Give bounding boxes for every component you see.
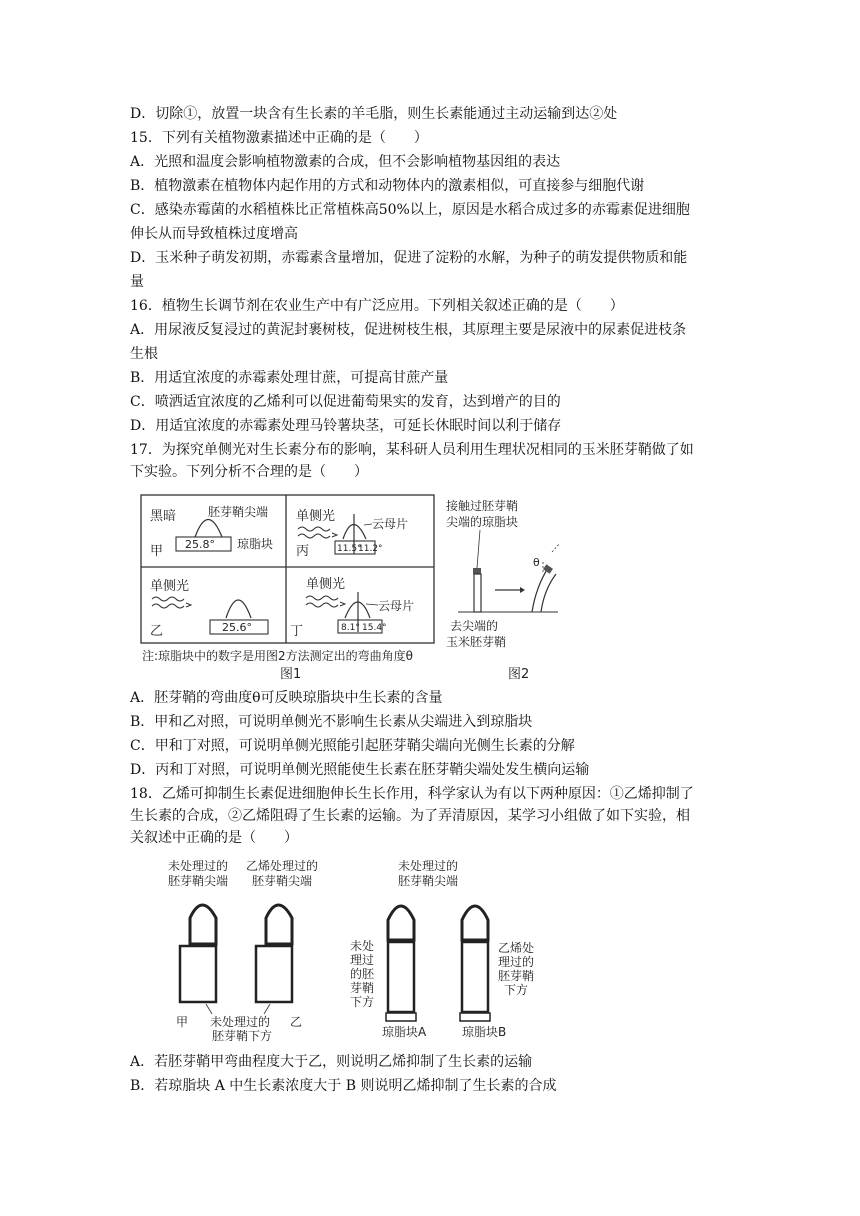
fig2-caption: 图2 [508,667,530,682]
cell-yi-light-label: 单侧光 [150,579,190,594]
fig2-top-line-2: 尖端的琼脂块 [446,515,519,529]
q15-option-d: D．玉米种子萌发初期，赤霉素含量增加，促进了淀粉的水解，为种子的萌发提供物质和能 [130,250,688,266]
figure-17 [140,492,560,687]
q16-option-a: A．用尿液反复浸过的黄泥封裹树枝，促进树枝生根，其原理主要是尿液中的尿素促进枝条 [130,322,687,338]
coleoptile-lower-jia [180,946,216,1002]
cell-jia-label: 甲 [150,544,164,559]
coleoptile-tip-yi [266,905,292,944]
q16-option-a-cont: 生根 [130,346,158,362]
q16-option-d: D．用适宜浓度的赤霉素处理马铃薯块茎，可延长休眠时间以利于储存 [130,418,562,434]
fig2-top-line-1: 接触过胚芽鞘 [446,499,519,513]
light-wave-icon [298,527,330,531]
cell-jia-top-label: 黑暗 [150,509,177,524]
fig18-left-bottom-line2: 胚芽鞘下方 [212,1029,273,1043]
fig18-left-top1-line2: 胚芽鞘尖端 [168,874,229,888]
fig18-a-side-1: 未处 [350,939,375,953]
q18-option-b: B．若琼脂块 A 中生长素浓度大于 B 则说明乙烯抑制了生长素的合成 [130,1078,557,1094]
fig18-b-side-4: 下方 [504,983,529,997]
question-18-stem-cont2: 关叙述中正确的是（ ） [130,830,298,846]
fig1-caption: 图1 [280,667,302,682]
fig18-b-side-1: 乙烯处 [498,941,535,955]
fig18-left-top2-line2: 胚芽鞘尖端 [252,874,313,888]
text-line: D．切除①，放置一块含有生长素的羊毛脂，则生长素能通过主动运输到达②处 [130,106,618,122]
agar-block-small [473,568,481,574]
fig18-a-side-5: 下方 [350,995,375,1009]
agar-block-label: 琼脂块 [237,537,274,551]
coleoptile-lower-b [462,942,488,1012]
q18-option-a: A．若胚芽鞘甲弯曲程度大于乙，则说明乙烯抑制了生长素的运输 [130,1054,533,1070]
fig18-left-bottom-line1: 未处理过的 [210,1015,271,1029]
q17-option-c: C．甲和丁对照，可说明单侧光照能引起胚芽鞘尖端向光侧生长素的分解 [130,738,575,754]
question-16-stem: 16．植物生长调节剂在农业生产中有广泛应用。下列相关叙述正确的是（ ） [130,298,624,314]
figure-18 [160,856,560,1046]
question-17-stem: 17．为探究单侧光对生长素分布的影响，某科研人员利用生理状况相同的玉米胚芽鞘做了如 [130,442,694,458]
fig18-right-top-line1: 未处理过的 [398,859,459,873]
angle-ding-right: 15.4° [362,623,387,633]
mica-label-ding: 云母片 [378,599,415,613]
fig2-bottom-line-2: 玉米胚芽鞘 [446,635,507,649]
fig18-a-side-4: 芽鞘 [350,981,375,995]
angle-ding-left: 8.1° [341,623,360,633]
coleoptile-lower-yi [256,946,292,1002]
angle-bing-right: 11.2° [358,544,383,554]
q15-option-a: A．光照和温度会影响植物激素的合成，但不会影响植物基因组的表达 [130,154,561,170]
fig18-yi-label: 乙 [290,1015,303,1029]
arrow-icon [332,533,337,537]
question-17-stem-cont: 下实验。下列分析不合理的是（ ） [130,464,368,480]
q17-option-b: B．甲和乙对照，可说明单侧光不影响生长素从尖端进入到琼脂块 [130,714,533,730]
coleoptile-tip-jia [190,905,216,944]
angle-jia: 25.8° [185,538,215,551]
q15-option-c-cont: 伸长从而导致植株过度增高 [130,226,298,242]
question-18-stem-cont: 生长素的合成，②乙烯阻碍了生长素的运输。为了弄清原因，某学习小组做了如下实验，相 [130,808,690,824]
fig18-a-side-3: 的胚 [350,967,375,981]
cell-bing-label: 丙 [296,544,310,559]
fig18-b-side-3: 胚芽鞘 [498,969,535,983]
coleoptile-lower-a [388,942,414,1012]
cell-ding-label: 丁 [290,624,304,639]
agar-block-b [460,1013,490,1021]
cell-jia-part-label: 胚芽鞘尖端 [208,505,269,519]
agar-block-a-label: 琼脂块A [382,1025,427,1039]
fig18-b-side-2: 理过的 [498,955,535,969]
coleoptile-tip-b [462,906,488,940]
cell-bing-light-label: 单侧光 [296,509,336,524]
mica-label: 云母片 [372,517,409,531]
agar-block-a [386,1013,416,1021]
theta-label: θ [533,556,540,569]
coleoptile-tip-shape [195,520,222,538]
bent-coleoptile [532,568,548,612]
fig18-left-top1-line1: 未处理过的 [168,859,229,873]
arrow-icon [520,587,525,593]
q17-option-a: A．胚芽鞘的弯曲度θ可反映琼脂块中生长素的含量 [130,690,443,706]
cell-yi-label: 乙 [150,624,164,639]
agar-block-b-label: 琼脂块B [462,1025,507,1039]
fig18-a-side-2: 理过 [350,953,375,967]
fig18-right-top-line2: 胚芽鞘尖端 [398,874,459,888]
q16-option-b: B．用适宜浓度的赤霉素处理甘蔗，可提高甘蔗产量 [130,370,449,386]
q15-option-d-cont: 量 [130,274,144,290]
q15-option-c: C．感染赤霉菌的水稻植株比正常植株高50%以上，原因是水稻合成过多的赤霉素促进细胞 [130,202,690,218]
coleoptile-tip-a [388,906,414,940]
fig18-jia-label: 甲 [176,1015,189,1029]
q15-option-b: B．植物激素在植物体内起作用的方式和动物体内的激素相似，可直接参与细胞代谢 [130,178,645,194]
coleoptile-stem [474,574,481,612]
fig2-bottom-line-1: 去尖端的 [450,619,499,633]
question-18-stem: 18．乙烯可抑制生长素促进细胞伸长生长作用，科学家认为有以下两种原因：①乙烯抑制了 [130,786,694,802]
angle-yi: 25.6° [222,621,252,634]
question-15-stem: 15．下列有关植物激素描述中正确的是（ ） [130,130,428,146]
q16-option-c: C．喷洒适宜浓度的乙烯利可以促进葡萄果实的发育，达到增产的目的 [130,394,561,410]
q17-option-d: D．丙和丁对照，可说明单侧光照能使生长素在胚芽鞘尖端处发生横向运输 [130,762,590,778]
figure-note: 注:琼脂块中的数字是用图2方法测定出的弯曲角度θ [142,649,414,663]
fig18-left-top2-line1: 乙烯处理过的 [246,859,319,873]
cell-ding-light-label: 单侧光 [306,577,346,592]
angle-bing-left: 11.5° [337,544,362,554]
